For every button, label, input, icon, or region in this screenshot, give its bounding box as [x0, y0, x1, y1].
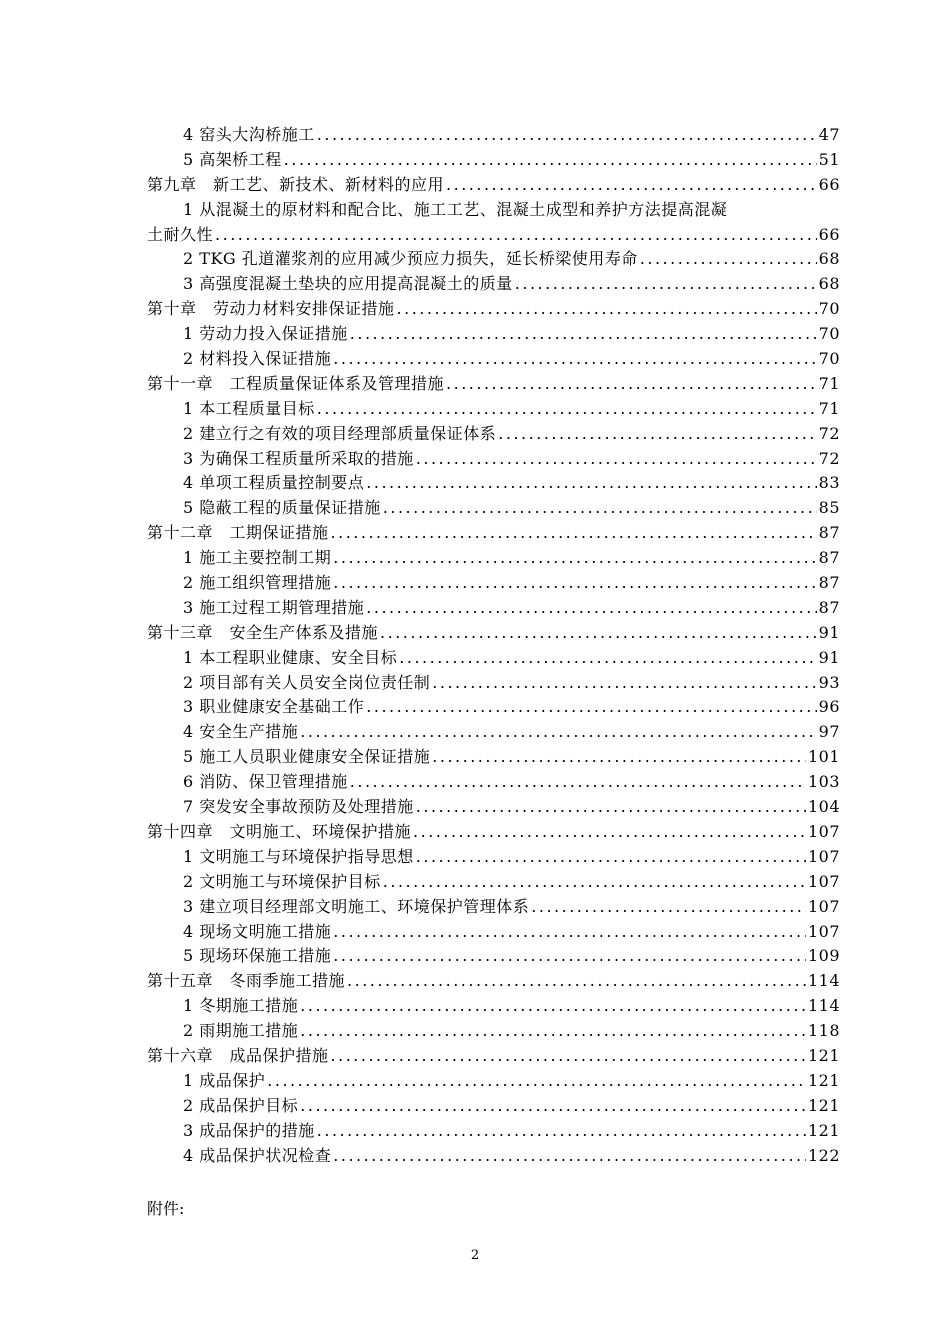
- toc-entry-title: 1 本工程职业健康、安全目标: [183, 647, 398, 667]
- toc-entry-title: 第十五章 冬雨季施工措施: [147, 971, 346, 991]
- toc-entry-title: 第十四章 文明施工、环境保护措施: [147, 821, 412, 841]
- toc-dot-leader: [383, 496, 817, 521]
- toc-entry-title: 4 安全生产措施: [183, 722, 299, 742]
- toc-dot-leader: [284, 148, 817, 173]
- toc-dot-leader: [640, 247, 817, 272]
- table-of-contents: [147, 123, 840, 1168]
- toc-entry-title: 3 成品保护的措施: [183, 1120, 315, 1140]
- toc-page-number: 121: [807, 1095, 840, 1115]
- toc-entry-title: 3 为确保工程质量所采取的措施: [183, 448, 414, 468]
- toc-dot-leader: [531, 895, 806, 920]
- toc-page-number: 70: [818, 299, 840, 319]
- toc-dot-leader: [300, 1094, 806, 1119]
- toc-page-number: 71: [818, 398, 840, 418]
- toc-page-number: 97: [818, 722, 840, 742]
- toc-section-entry[interactable]: [147, 671, 840, 696]
- toc-section-entry[interactable]: [147, 223, 840, 248]
- toc-entry-title: 土耐久性: [147, 224, 214, 244]
- toc-dot-leader: [317, 397, 817, 422]
- toc-page-number: 121: [807, 1070, 840, 1090]
- toc-section-entry[interactable]: [147, 596, 840, 621]
- toc-dot-leader: [333, 546, 816, 571]
- toc-entry-title: 4 单项工程质量控制要点: [183, 473, 365, 493]
- toc-section-entry[interactable]: [147, 1119, 840, 1144]
- toc-section-entry[interactable]: [147, 148, 840, 173]
- toc-page-number: 71: [818, 373, 840, 393]
- toc-section-entry[interactable]: [147, 795, 840, 820]
- toc-entry-title: 2 成品保护目标: [183, 1095, 299, 1115]
- toc-entry-title: 5 现场环保施工措施: [183, 946, 332, 966]
- toc-dot-leader: [432, 671, 816, 696]
- toc-section-entry[interactable]: [147, 646, 840, 671]
- toc-page-number: 107: [807, 921, 840, 941]
- toc-entry-title: 1 本工程质量目标: [183, 398, 315, 418]
- toc-entry-title: 第九章 新工艺、新技术、新材料的应用: [147, 174, 445, 194]
- toc-chapter-entry[interactable]: [147, 521, 840, 546]
- toc-page-number: 96: [818, 697, 840, 717]
- toc-section-entry[interactable]: [147, 496, 840, 521]
- toc-section-entry[interactable]: [147, 1144, 840, 1169]
- toc-page-number: 91: [818, 647, 840, 667]
- toc-page-number: 121: [807, 1045, 840, 1065]
- toc-page-number: 101: [807, 747, 840, 767]
- toc-entry-title: 2 雨期施工措施: [183, 1021, 299, 1041]
- toc-entry-title: 5 隐蔽工程的质量保证措施: [183, 498, 381, 518]
- toc-section-entry[interactable]: [147, 870, 840, 895]
- toc-entry-title: 4 现场文明施工措施: [183, 921, 332, 941]
- toc-page-number: 107: [807, 871, 840, 891]
- toc-entry-title: 1 劳动力投入保证措施: [183, 324, 348, 344]
- toc-page-number: 83: [818, 473, 840, 493]
- toc-dot-leader: [331, 521, 817, 546]
- toc-page-number: 85: [818, 498, 840, 518]
- toc-page-number: 72: [818, 423, 840, 443]
- toc-dot-leader: [446, 372, 817, 397]
- toc-section-entry[interactable]: [147, 944, 840, 969]
- toc-page-number: 103: [807, 772, 840, 792]
- toc-chapter-entry[interactable]: [147, 173, 840, 198]
- toc-dot-leader: [397, 297, 817, 322]
- toc-page-number: 72: [818, 448, 840, 468]
- toc-entry-title: 2 项目部有关人员安全岗位责任制: [183, 672, 431, 692]
- toc-dot-leader: [333, 944, 806, 969]
- toc-section-entry[interactable]: [147, 1094, 840, 1119]
- toc-dot-leader: [267, 1069, 806, 1094]
- toc-section-entry[interactable]: [147, 272, 840, 297]
- toc-entry-title: 6 消防、保卫管理措施: [183, 772, 348, 792]
- toc-entry-title: 1 冬期施工措施: [183, 996, 299, 1016]
- toc-dot-leader: [498, 422, 816, 447]
- toc-dot-leader: [333, 1144, 806, 1169]
- toc-dot-leader: [446, 173, 817, 198]
- toc-entry-title: 第十二章 工期保证措施: [147, 523, 329, 543]
- toc-entry-title: 4 成品保护状况检查: [183, 1145, 332, 1165]
- toc-entry-title: 2 建立行之有效的项目经理部质量保证体系: [183, 423, 497, 443]
- toc-section-entry[interactable]: [147, 1069, 840, 1094]
- toc-entry-title: 3 施工过程工期管理措施: [183, 597, 365, 617]
- toc-page-number: 109: [807, 946, 840, 966]
- attachment-label: 附件:: [147, 1199, 185, 1218]
- toc-dot-leader: [347, 969, 806, 994]
- toc-chapter-entry[interactable]: [147, 1044, 840, 1069]
- toc-page-number: 66: [818, 174, 840, 194]
- toc-dot-leader: [515, 272, 817, 297]
- toc-dot-leader: [383, 870, 806, 895]
- toc-dot-leader: [366, 471, 816, 496]
- toc-dot-leader: [350, 322, 817, 347]
- toc-entry-title: 7 突发安全事故预防及处理措施: [183, 797, 414, 817]
- toc-entry-title: 2 文明施工与环境保护目标: [183, 871, 381, 891]
- toc-dot-leader: [413, 820, 806, 845]
- toc-section-entry[interactable]: [147, 447, 840, 472]
- toc-page-number: 107: [807, 846, 840, 866]
- toc-dot-leader: [416, 845, 806, 870]
- toc-page-number: 118: [807, 1021, 840, 1041]
- toc-section-entry[interactable]: [147, 322, 840, 347]
- toc-page-number: 114: [807, 971, 840, 991]
- toc-page-number: 47: [818, 125, 840, 144]
- toc-page-number: 107: [807, 821, 840, 841]
- toc-page-number: 87: [818, 573, 840, 593]
- toc-dot-leader: [300, 994, 806, 1019]
- toc-entry-title: 2 材料投入保证措施: [183, 349, 332, 369]
- toc-dot-leader: [317, 123, 817, 148]
- toc-page-number: 91: [818, 622, 840, 642]
- toc-dot-leader: [366, 596, 816, 621]
- toc-page-number: 87: [818, 548, 840, 568]
- toc-dot-leader: [416, 795, 806, 820]
- toc-section-entry[interactable]: [147, 1019, 840, 1044]
- toc-page-number: 70: [818, 324, 840, 344]
- toc-entry-title: 3 高强度混凝土垫块的应用提高混凝土的质量: [183, 274, 513, 294]
- toc-dot-leader: [333, 347, 816, 372]
- toc-entry-title: 1 成品保护: [183, 1070, 266, 1090]
- toc-section-entry[interactable]: [147, 770, 840, 795]
- toc-dot-leader: [331, 1044, 806, 1069]
- toc-dot-leader: [399, 646, 816, 671]
- toc-dot-leader: [333, 571, 816, 596]
- toc-section-entry[interactable]: [147, 845, 840, 870]
- toc-section-entry[interactable]: [147, 695, 840, 720]
- toc-entry-title: 1 文明施工与环境保护指导思想: [183, 846, 414, 866]
- toc-section-entry[interactable]: [147, 247, 840, 272]
- toc-entry-title: 3 建立项目经理部文明施工、环境保护管理体系: [183, 896, 530, 916]
- toc-page-number: 68: [818, 274, 840, 294]
- toc-section-entry[interactable]: [147, 422, 840, 447]
- toc-dot-leader: [416, 447, 817, 472]
- toc-section-entry[interactable]: [147, 347, 840, 372]
- toc-section-entry[interactable]: [147, 745, 840, 770]
- toc-page-number: 87: [818, 597, 840, 617]
- toc-entry-title: 2 TKG 孔道灌浆剂的应用减少预应力损失，延长桥梁使用寿命: [183, 249, 638, 269]
- toc-entry-title: 4 窑头大沟桥施工: [183, 125, 315, 144]
- toc-dot-leader: [333, 920, 806, 945]
- toc-page-number: 93: [818, 672, 840, 692]
- toc-chapter-entry[interactable]: [147, 820, 840, 845]
- toc-entry-title: 3 职业健康安全基础工作: [183, 697, 365, 717]
- toc-entry-title: 第十三章 安全生产体系及措施: [147, 622, 379, 642]
- toc-section-entry[interactable]: [147, 571, 840, 596]
- toc-chapter-entry[interactable]: [147, 969, 840, 994]
- toc-dot-leader: [380, 621, 817, 646]
- toc-page-number: 87: [818, 523, 840, 543]
- toc-dot-leader: [300, 1019, 806, 1044]
- toc-entry-title: 第十一章 工程质量保证体系及管理措施: [147, 373, 445, 393]
- toc-page-number: 66: [818, 224, 840, 244]
- toc-page-number: 121: [807, 1120, 840, 1140]
- toc-page-number: 51: [818, 149, 840, 169]
- toc-entry-line1[interactable]: 1 从混凝土的原材料和配合比、施工工艺、混凝土成型和养护方法提高混凝: [183, 199, 728, 219]
- toc-page-number: 107: [807, 896, 840, 916]
- toc-section-entry[interactable]: [147, 994, 840, 1019]
- toc-section-entry[interactable]: [147, 123, 840, 148]
- toc-section-entry[interactable]: [147, 546, 840, 571]
- toc-chapter-entry[interactable]: [147, 297, 840, 322]
- toc-page-number: 68: [818, 249, 840, 269]
- toc-entry-title: 5 高架桥工程: [183, 149, 282, 169]
- toc-section-entry[interactable]: [147, 471, 840, 496]
- toc-dot-leader: [432, 745, 806, 770]
- toc-section-entry[interactable]: [147, 397, 840, 422]
- toc-section-entry[interactable]: [147, 720, 840, 745]
- toc-dot-leader: [366, 695, 816, 720]
- toc-entry-title: 5 施工人员职业健康安全保证措施: [183, 747, 431, 767]
- toc-entry-title: 1 施工主要控制工期: [183, 548, 332, 568]
- toc-entry-title: 第十六章 成品保护措施: [147, 1045, 329, 1065]
- toc-dot-leader: [215, 223, 817, 248]
- toc-chapter-entry[interactable]: [147, 372, 840, 397]
- toc-section-entry[interactable]: [147, 895, 840, 920]
- toc-page-number: 122: [807, 1145, 840, 1165]
- toc-entry-title: 2 施工组织管理措施: [183, 573, 332, 593]
- toc-dot-leader: [350, 770, 806, 795]
- toc-chapter-entry[interactable]: [147, 621, 840, 646]
- toc-page-number: 104: [807, 797, 840, 817]
- toc-page-number: 114: [807, 996, 840, 1016]
- toc-section-entry[interactable]: [147, 920, 840, 945]
- page-number: 2: [470, 1248, 480, 1263]
- toc-entry-title: 第十章 劳动力材料安排保证措施: [147, 299, 395, 319]
- toc-dot-leader: [300, 720, 816, 745]
- toc-page-number: 70: [818, 349, 840, 369]
- toc-dot-leader: [317, 1119, 806, 1144]
